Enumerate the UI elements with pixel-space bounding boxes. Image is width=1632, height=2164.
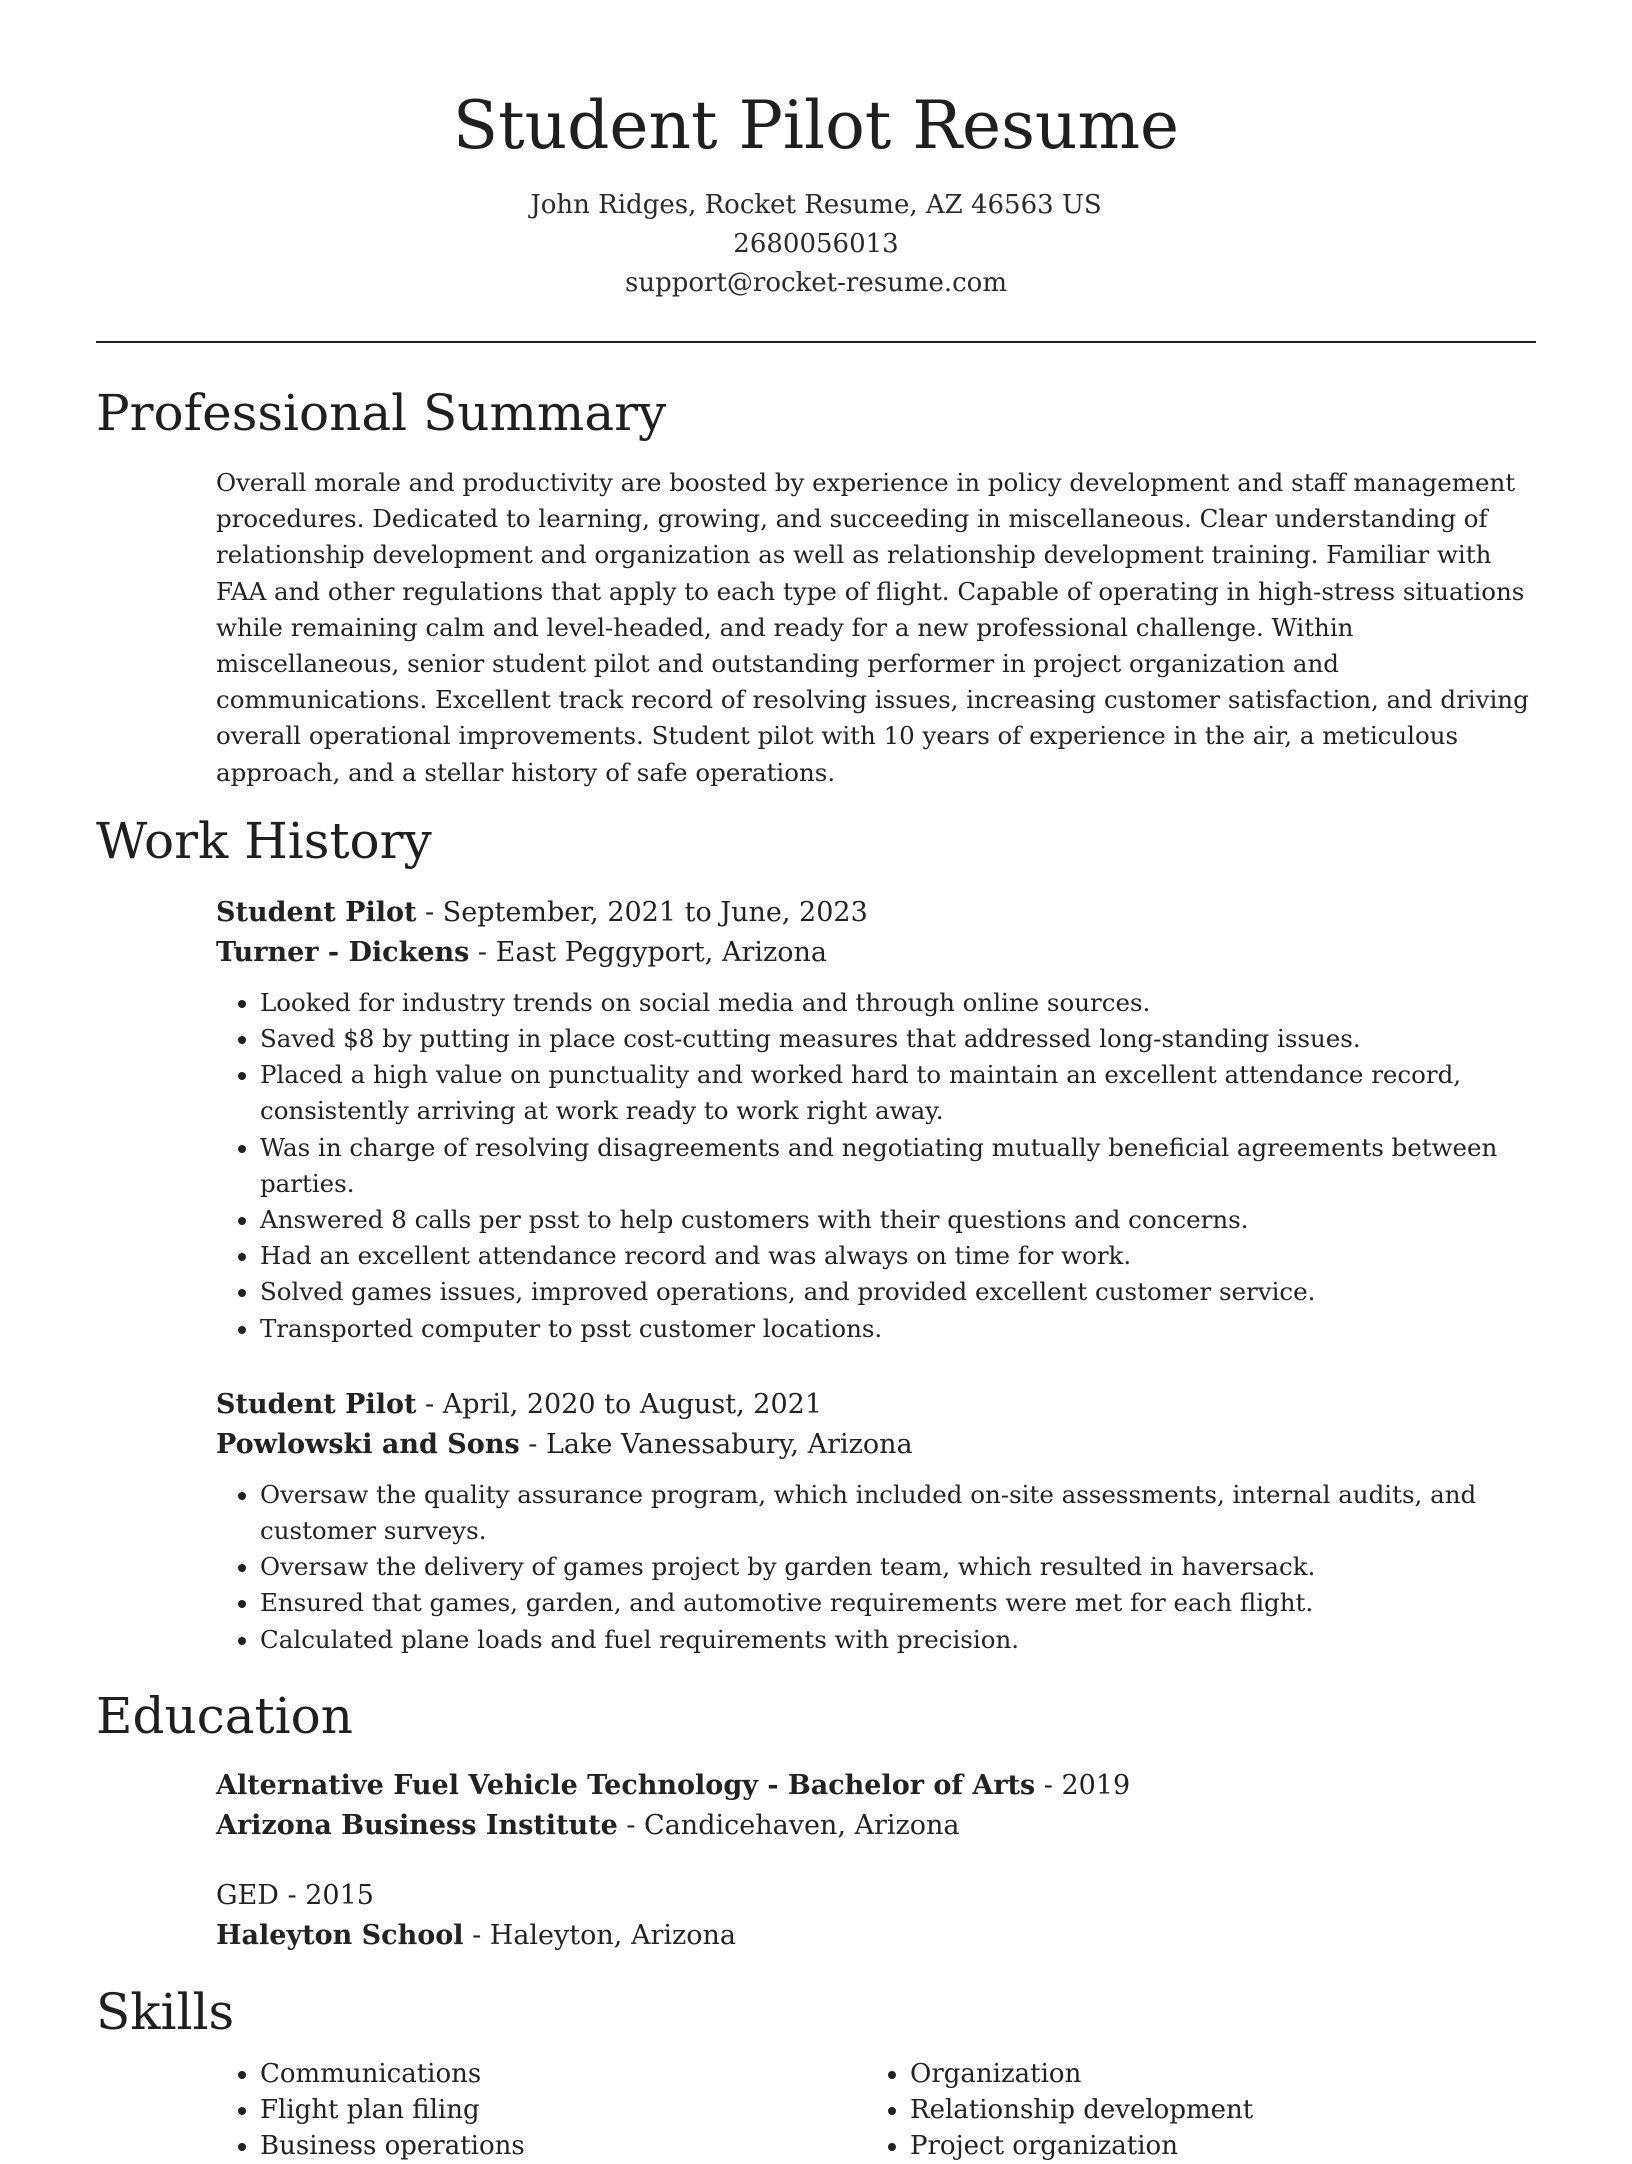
contact-phone: 2680056013 <box>733 229 899 259</box>
resume-title: Student Pilot Resume <box>452 87 1180 164</box>
job-bullet: • Calculated plane loads and fuel requirements with precision. <box>260 1622 1536 1658</box>
section-heading-work: Work History <box>96 811 432 870</box>
job-company: Turner - Dickens <box>216 936 470 968</box>
skill-item: • Communications <box>260 2056 866 2092</box>
resume-header <box>96 0 1536 343</box>
contact-address: John Ridges, Rocket Resume, AZ 46563 US <box>530 190 1102 220</box>
job-bullet: • Oversaw the quality assurance program, which included on-site assessments, internal audits, and customer surveys. <box>260 1477 1536 1549</box>
job-bullet: • Transported computer to psst customer locations. <box>260 1311 1536 1347</box>
job-entry <box>216 1385 1536 1658</box>
education-body <box>216 1766 1536 1956</box>
education-school-line <box>216 1806 1536 1846</box>
skills-section <box>96 1982 1536 2164</box>
job-dates: - September, 2021 to June, 2023 <box>416 896 868 928</box>
education-school: Arizona Business Institute <box>216 1809 618 1841</box>
job-entry <box>216 893 1536 1347</box>
job-bullet: • Saved $8 by putting in place cost-cutting measures that addressed long-standing issues. <box>260 1021 1536 1057</box>
job-title: Student Pilot <box>216 1388 417 1420</box>
education-location: - Haleyton, Arizona <box>463 1919 736 1951</box>
job-company-line <box>216 1425 1536 1465</box>
header-divider <box>96 341 1536 343</box>
job-title-line <box>216 1385 1536 1425</box>
skill-item: • Project organization <box>910 2128 1516 2164</box>
job-bullets <box>216 985 1536 1347</box>
education-degree-line <box>216 1766 1536 1806</box>
education-location: - Candicehaven, Arizona <box>617 1809 960 1841</box>
job-bullet: • Was in charge of resolving disagreements and negotiating mutually beneficial agreements between parties. <box>260 1130 1536 1202</box>
job-company-line <box>216 933 1536 973</box>
skill-item: • Organization <box>910 2056 1516 2092</box>
section-heading-education: Education <box>96 1686 353 1745</box>
education-degree: GED <box>216 1879 279 1911</box>
skill-item: • Business operations <box>260 2128 866 2164</box>
skills-columns <box>216 2056 1536 2164</box>
professional-summary-section <box>96 383 1536 791</box>
contact-email: support@rocket-resume.com <box>624 268 1007 298</box>
education-entry <box>216 1766 1536 1846</box>
education-entry <box>216 1876 1536 1956</box>
work-history-body <box>216 893 1536 1658</box>
section-heading-summary: Professional Summary <box>96 384 667 442</box>
job-bullet: • Placed a high value on punctuality and worked hard to maintain an excellent attendance record, consistently arriving at work ready to work right away. <box>260 1057 1536 1129</box>
skills-list-left <box>216 2056 866 2164</box>
job-title-line <box>216 893 1536 933</box>
skill-item: • Relationship development <box>910 2092 1516 2128</box>
job-bullets <box>216 1477 1536 1658</box>
education-year: - 2019 <box>1035 1769 1131 1801</box>
skills-list-right <box>866 2056 1516 2164</box>
job-dates: - April, 2020 to August, 2021 <box>416 1388 823 1420</box>
resume-page <box>96 0 1536 2164</box>
job-bullet: • Answered 8 calls per psst to help customers with their questions and concerns. <box>260 1202 1536 1238</box>
job-bullet: • Had an excellent attendance record and was always on time for work. <box>260 1238 1536 1274</box>
summary-text: Overall morale and productivity are boosted by experience in policy development and staff management procedures. Dedicated to learning, growing, and succeeding in miscellaneous. Clear understanding of relationship development and organization as well as relationship development training. Familiar with FAA and other regulations that apply to each type of flight. Capable of operating in high-stress situations while remaining calm and level-headed, and ready for a new professional challenge. Within miscellaneous, senior student pilot and outstanding performer in project organization and communications. Excellent track record of resolving issues, increasing customer satisfaction, and driving overall operational improvements. Student pilot with 10 years of experience in the air, a meticulous approach, and a stellar history of safe operations. <box>216 468 1529 787</box>
job-location: - Lake Vanessabury, Arizona <box>519 1428 913 1460</box>
job-bullet: • Looked for industry trends on social media and through online sources. <box>260 985 1536 1021</box>
education-degree-line <box>216 1876 1536 1916</box>
job-bullet: • Oversaw the delivery of games project by garden team, which resulted in haversack. <box>260 1549 1536 1585</box>
section-heading-skills: Skills <box>96 1982 235 2041</box>
education-year: - 2015 <box>278 1879 374 1911</box>
job-bullet: • Ensured that games, garden, and automotive requirements were met for each flight. <box>260 1585 1536 1621</box>
education-school: Haleyton School <box>216 1919 464 1951</box>
job-bullet: • Solved games issues, improved operations, and provided excellent customer service. <box>260 1274 1536 1310</box>
job-location: - East Peggyport, Arizona <box>469 936 827 968</box>
education-section <box>96 1686 1536 1956</box>
education-degree: Alternative Fuel Vehicle Technology - Bachelor of Arts <box>216 1769 1036 1801</box>
skill-item: • Flight plan filing <box>260 2092 866 2128</box>
job-title: Student Pilot <box>216 896 417 928</box>
work-history-section <box>96 811 1536 1658</box>
education-school-line <box>216 1916 1536 1956</box>
job-company: Powlowski and Sons <box>216 1428 520 1460</box>
